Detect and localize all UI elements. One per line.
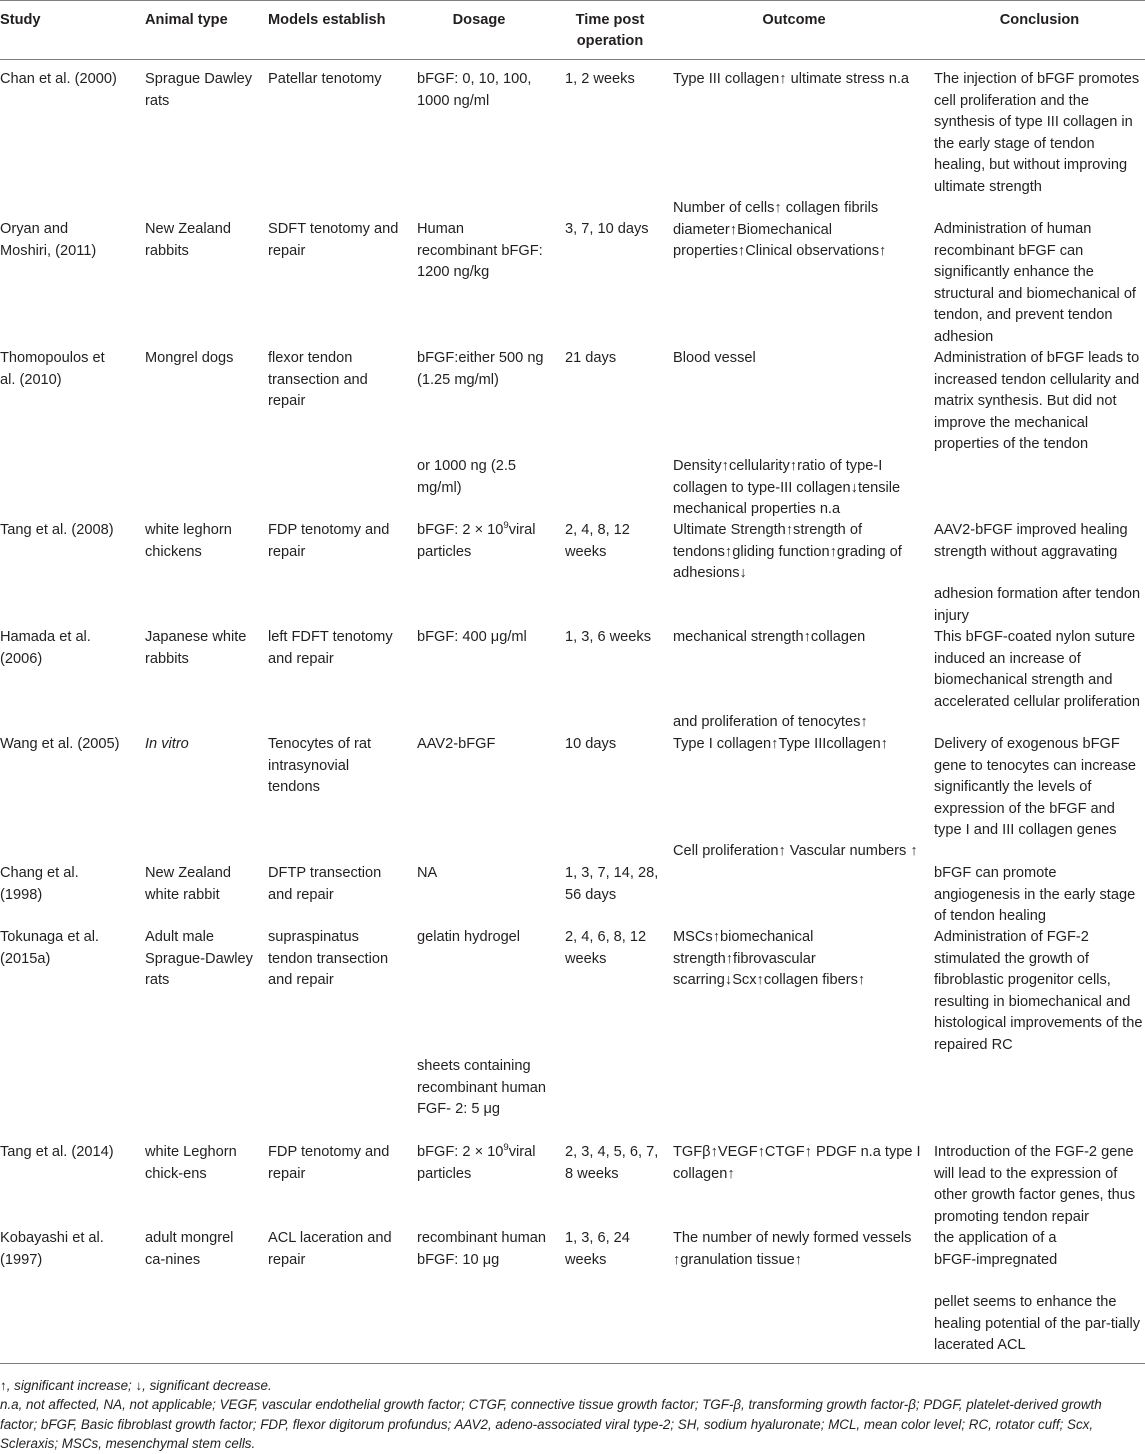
- cell-dosage: recombinant human bFGF: 10 μg: [417, 1230, 546, 1268]
- cell-time: 2, 4, 8, 12 weeks: [565, 522, 630, 560]
- header-animal-type: Animal type: [145, 12, 228, 28]
- cell-time: 1, 2 weeks: [565, 71, 635, 87]
- cell-conclusion: AAV2-bFGF improved healing strength without aggravating: [934, 522, 1128, 560]
- cell-animal: New Zealand white rabbit: [145, 865, 231, 903]
- cell-study: Hamada et al. (2006): [0, 629, 91, 667]
- cell-model: flexor tendon transection and repair: [268, 350, 368, 409]
- table-bottom-rule: [0, 1363, 1145, 1364]
- cell-time: 3, 7, 10 days: [565, 221, 649, 237]
- cell-model: ACL laceration and repair: [268, 1230, 392, 1268]
- cell-conclusion: Delivery of exogenous bFGF gene to tenocytes can increase significantly the levels of expression of the bFGF and type I and III collagen genes: [934, 736, 1137, 838]
- cell-outcome: Ultimate Strength↑strength of tendons↑gliding function↑grading of adhesions↓: [673, 522, 902, 581]
- cell-time: 10 days: [565, 736, 617, 752]
- cell-conclusion-continued: pellet seems to enhance the healing potential of the par-tially lacerated ACL: [934, 1294, 1141, 1353]
- cell-dosage: bFGF: $2 \times 10^9viral$ particles: [417, 1142, 536, 1182]
- cell-animal: Sprague Dawley rats: [145, 71, 253, 109]
- cell-study: Tokunaga et al. (2015a): [0, 929, 99, 967]
- cell-study: Chan et al. (2000): [0, 71, 117, 87]
- cell-study: Wang et al. (2005): [0, 736, 120, 752]
- cell-outcome: MSCs↑biomechanical strength↑fibrovascular scarring↓Scx↑collagen fibers↑: [673, 929, 866, 988]
- cell-model: Tenocytes of rat intrasynovial tendons: [268, 736, 372, 795]
- cell-model: FDP tenotomy and repair: [268, 522, 390, 560]
- cell-model: DFTP transection and repair: [268, 865, 382, 903]
- cell-dosage-continued: or 1000 ng (2.5 mg/ml): [417, 458, 516, 496]
- cell-outcome: Blood vessel: [673, 350, 756, 366]
- cell-conclusion-continued: adhesion formation after tendon injury: [934, 586, 1141, 624]
- cell-study: Kobayashi et al. (1997): [0, 1230, 104, 1268]
- header-time-post-operation: Time post operation: [575, 12, 645, 49]
- cell-study: Oryan and Moshiri, (2011): [0, 221, 97, 259]
- cell-conclusion: the application of a bFGF-impregnated: [934, 1230, 1058, 1268]
- cell-outcome-continued: and proliferation of tenocytes↑: [673, 714, 868, 730]
- cell-time: 1, 3, 6, 24 weeks: [565, 1230, 630, 1268]
- cell-conclusion: Introduction of the FGF-2 gene will lead to the expression of other growth factor genes, thus promoting tendon repair: [934, 1144, 1136, 1225]
- cell-dosage: bFGF:either 500 ng (1.25 mg/ml): [417, 350, 544, 388]
- cell-model: FDP tenotomy and repair: [268, 1144, 390, 1182]
- cell-conclusion: bFGF can promote angiogenesis in the early stage of tendon healing: [934, 865, 1136, 924]
- cell-conclusion: Administration of human recombinant bFGF can significantly enhance the structural and biomechanical of tendon, and prevent tendon adhesion: [934, 221, 1136, 345]
- cell-outcome: mechanical strength↑collagen: [673, 629, 866, 645]
- cell-dosage: NA: [417, 865, 438, 881]
- cell-animal: Japanese white rabbits: [145, 629, 247, 667]
- cell-time: 2, 4, 6, 8, 12 weeks: [565, 929, 647, 967]
- header-outcome: Outcome: [762, 12, 826, 28]
- header-dosage: Dosage: [452, 12, 506, 28]
- cell-conclusion: The injection of bFGF promotes cell proliferation and the synthesis of type III collagen in the early stage of tendon healing, but without improving ultimate strength: [934, 71, 1140, 195]
- cell-animal: Mongrel dogs: [145, 350, 234, 366]
- cell-time: 1, 3, 6 weeks: [565, 629, 651, 645]
- cell-outcome: TGFβ↑VEGF↑CTGF↑ PDGF n.a type I collagen↑: [673, 1144, 921, 1182]
- cell-outcome: Type I collagen↑Type IIIcollagen↑: [673, 736, 888, 752]
- cell-dosage: bFGF: $2 \times 10^9viral$ particles: [417, 520, 536, 560]
- cell-dosage-continued: sheets containing recombinant human FGF- 2: 5 μg: [417, 1058, 546, 1117]
- cell-time: 21 days: [565, 350, 617, 366]
- cell-animal: adult mongrel ca-nines: [145, 1230, 234, 1268]
- header-study: Study: [0, 12, 41, 28]
- cell-dosage: gelatin hydrogel: [417, 929, 521, 945]
- cell-conclusion: Administration of bFGF leads to increased tendon cellularity and matrix synthesis. But did not improve the mechanical properties of the tendon: [934, 350, 1140, 452]
- cell-dosage: bFGF: 0, 10, 100, 1000 ng/ml: [417, 71, 532, 109]
- cell-outcome: The number of newly formed vessels ↑granulation tissue↑: [673, 1230, 912, 1268]
- header-bottom-rule: [0, 59, 1145, 60]
- cell-dosage: AAV2-bFGF: [417, 736, 496, 752]
- cell-conclusion: This bFGF-coated nylon suture induced an increase of biomechanical strength and accelerated cellular proliferation: [934, 629, 1141, 710]
- cell-outcome: Type III collagen↑ ultimate stress n.a: [673, 71, 910, 87]
- header-conclusion: Conclusion: [999, 12, 1080, 28]
- cell-animal: white leghorn chickens: [145, 522, 232, 560]
- cell-dosage: bFGF: 400 μg/ml: [417, 629, 527, 645]
- cell-time: 1, 3, 7, 14, 28, 56 days: [565, 865, 659, 903]
- cell-animal: New Zealand rabbits: [145, 221, 231, 259]
- cell-model: SDFT tenotomy and repair: [268, 221, 399, 259]
- cell-outcome-continued: Density↑cellularity↑ratio of type-I collagen to type-III collagen↓tensile mechanical properties n.a: [673, 458, 901, 517]
- cell-outcome: Cell proliferation↑ Vascular numbers ↑: [673, 843, 918, 859]
- cell-study: Chang et al. (1998): [0, 865, 79, 903]
- cell-conclusion: Administration of FGF-2 stimulated the growth of fibroblastic progenitor cells, resulting in biomechanical and histological improvements of the repaired RC: [934, 929, 1143, 1053]
- cell-animal: In vitro: [145, 736, 189, 752]
- header-models-establish: Models establish: [268, 12, 386, 28]
- cell-model: Patellar tenotomy: [268, 71, 382, 87]
- cell-animal: white Leghorn chick-ens: [145, 1144, 237, 1182]
- footnote-symbols: ↑, significant increase; ↓, significant decrease.: [0, 1378, 272, 1393]
- cell-animal: Adult male Sprague-Dawley rats: [145, 929, 253, 988]
- cell-model: left FDFT tenotomy and repair: [268, 629, 393, 667]
- cell-dosage: Human recombinant bFGF: 1200 ng/kg: [417, 221, 543, 280]
- cell-outcome: Number of cells↑ collagen fibrils diameter↑Biomechanical properties↑Clinical observations↑: [673, 200, 887, 259]
- footnote-abbreviations: n.a, not affected, NA, not applicable; VEGF, vascular endothelial growth factor; CTGF, connective tissue growth factor; TGF-β, transforming growth factor-β; PDGF, platelet-derived growth factor; bFGF, Basic fibroblast growth factor; FDP, flexor digitorum profundus; AAV2, adeno-associated viral type-2; SH, sodium hyaluronate; MCL, mean color level; RC, rotator cuff; Scx, Scleraxis; MSCs, mesenchymal stem cells.: [0, 1397, 1102, 1452]
- table-top-rule: [0, 0, 1145, 1]
- cell-time: 2, 3, 4, 5, 6, 7, 8 weeks: [565, 1144, 659, 1182]
- cell-model: supraspinatus tendon transection and repair: [268, 929, 389, 988]
- cell-study: Tang et al. (2008): [0, 522, 114, 538]
- cell-study: Tang et al. (2014): [0, 1144, 114, 1160]
- cell-study: Thomopoulos et al. (2010): [0, 350, 105, 388]
